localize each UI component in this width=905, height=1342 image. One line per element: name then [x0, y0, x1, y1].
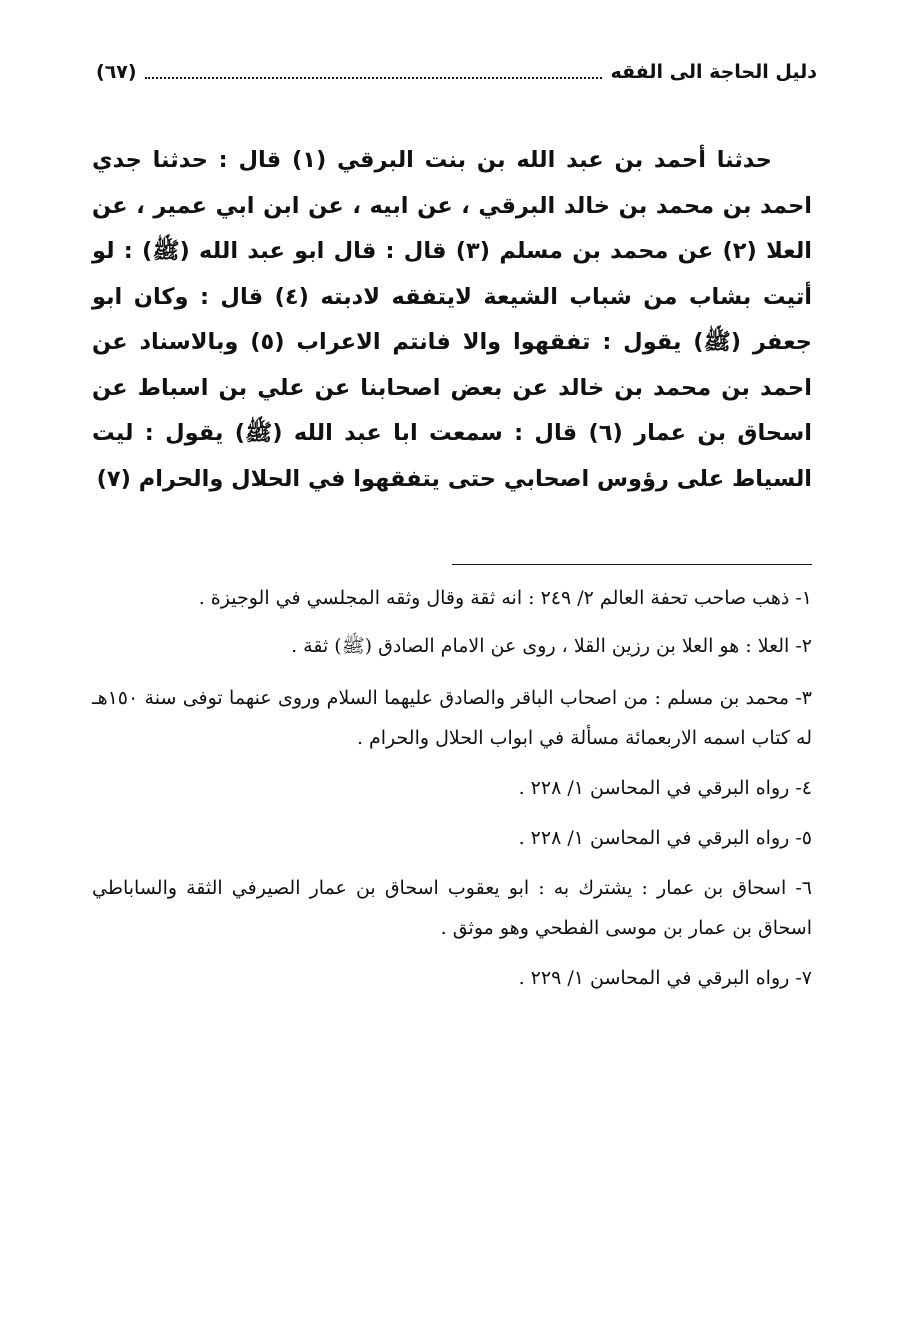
- running-header: [96, 52, 817, 92]
- footnote-6: ٦- اسحاق بن عمار : يشترك به : ابو يعقوب اسحاق بن عمار الصيرفي الثقة والساباطي اسحاق بن عمار بن موسى الفطحي وهو موثق .: [92, 877, 812, 939]
- page-number: (٦٧): [96, 61, 137, 83]
- footnote-divider: [452, 564, 812, 565]
- footnote-7: ٧- رواه البرقي في المحاسن ١/ ٢٢٩ .: [518, 967, 812, 989]
- main-paragraph: حدثنا أحمد بن عبد الله بن بنت البرقي (١) قال : حدثنا جدي احمد بن محمد بن خالد البرقي ، عن ابيه ، عن ابن ابي عمير ، عن العلا (٢) عن محمد بن مسلم (٣) قال : قال ابو عبد الله (ﷺ) : لو أتيت بشاب من شباب الشيعة لايتفقه لادبته (٤) قال : وكان ابو جعفر (ﷺ) يقول : تفقهوا والا فانتم الاعراب (٥) وبالاسناد عن احمد بن محمد بن خالد عن بعض اصحابنا عن علي بن اسباط عن اسحاق بن عمار (٦) قال : سمعت ابا عبد الله (ﷺ) يقول : ليت السياط على رؤوس اصحابي حتى يتفقهوا في الحلال والحرام (٧): [92, 147, 813, 492]
- book-title: دليل الحاجة الى الفقه: [610, 61, 817, 83]
- footnote-1: ١- ذهب صاحب تحفة العالم ٢/ ٢٤٩ : انه ثقة وقال وثقه المجلسي في الوجيزة .: [198, 587, 812, 609]
- footnote-3: ٣- محمد بن مسلم : من اصحاب الباقر والصادق عليهما السلام وروى عنهما توفى سنة ١٥٠هـ له كتاب اسمه الاربعمائة مسألة في ابواب الحلال والحرام .: [92, 687, 813, 749]
- dotted-leader: [145, 77, 603, 79]
- footnote-5: ٥- رواه البرقي في المحاسن ١/ ٢٢٨ .: [518, 827, 812, 849]
- footnote-4: ٤- رواه البرقي في المحاسن ١/ ٢٢٨ .: [518, 777, 812, 799]
- footnote-2: ٢- العلا : هو العلا بن رزين القلا ، روى عن الامام الصادق (ﷺ) ثقة .: [291, 635, 812, 657]
- footnotes: [92, 578, 812, 1010]
